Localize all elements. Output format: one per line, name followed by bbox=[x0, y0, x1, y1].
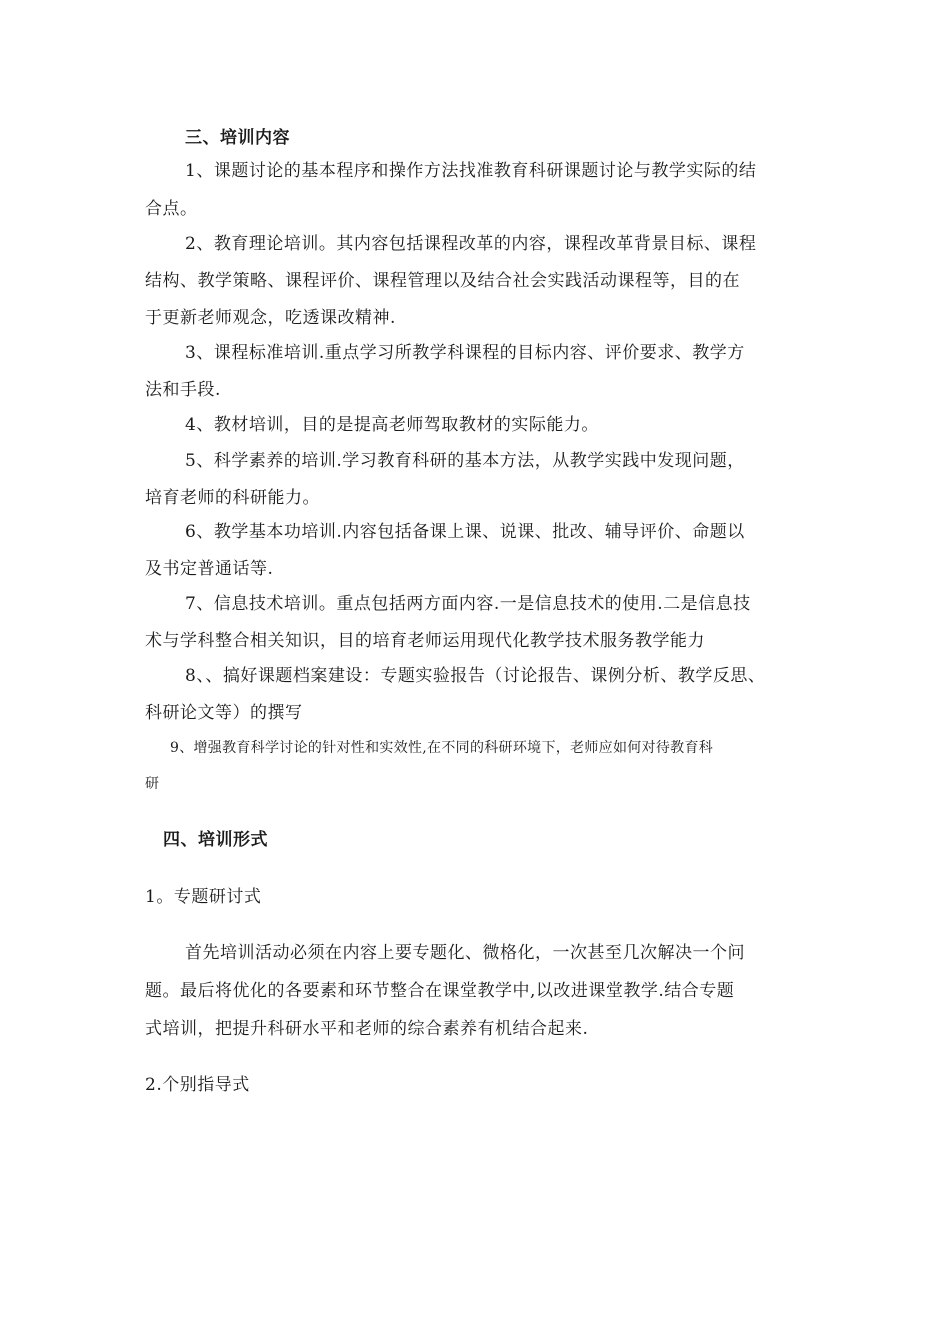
item-4-line-1: 4、教材培训，目的是提高老师驾取教材的实际能力。 bbox=[185, 415, 599, 435]
item-6-line-1: 6、教学基本功培训.内容包括备课上课、说课、批改、辅导评价、命题以 bbox=[185, 522, 745, 542]
subsection-1-line-3: 式培训，把提升科研水平和老师的综合素养有机结合起来. bbox=[145, 1019, 589, 1039]
item-5-line-1: 5、科学素养的培训.学习教育科研的基本方法，从教学实践中发现问题， bbox=[185, 451, 745, 471]
subsection-2-title: 2.个别指导式 bbox=[145, 1075, 250, 1095]
item-9-line-2: 研 bbox=[145, 776, 160, 792]
item-8-line-2: 科研论文等）的撰写 bbox=[145, 703, 303, 723]
item-8-line-1: 8、、搞好课题档案建设：专题实验报告（讨论报告、课例分析、教学反思、 bbox=[185, 666, 766, 686]
item-2-line-3: 于更新老师观念，吃透课改精神. bbox=[145, 308, 396, 328]
item-5-line-2: 培育老师的科研能力。 bbox=[145, 488, 320, 508]
item-3-line-1: 3、课程标准培训.重点学习所教学科课程的目标内容、评价要求、教学方 bbox=[185, 343, 745, 363]
item-1-line-2: 合点。 bbox=[145, 199, 198, 219]
item-1-line-1: 1、课题讨论的基本程序和操作方法找准教育科研课题讨论与教学实际的结 bbox=[185, 161, 757, 181]
item-3-line-2: 法和手段. bbox=[145, 380, 221, 400]
subsection-1-title: 1。专题研讨式 bbox=[145, 887, 262, 907]
item-6-line-2: 及书定普通话等. bbox=[145, 559, 274, 579]
item-2-line-2: 结构、教学策略、课程评价、课程管理以及结合社会实践活动课程等，目的在 bbox=[145, 271, 740, 291]
subsection-1-line-2: 题。最后将优化的各要素和环节整合在课堂教学中,以改进课堂教学.结合专题 bbox=[145, 981, 735, 1001]
item-7-line-2: 术与学科整合相关知识，目的培育老师运用现代化教学技术服务教学能力 bbox=[145, 631, 705, 651]
item-2-line-1: 2、教育理论培训。其内容包括课程改革的内容，课程改革背景目标、课程 bbox=[185, 234, 757, 254]
section-3-heading: 三、培训内容 bbox=[185, 128, 290, 148]
item-9-line-1: 9、增强教育科学讨论的针对性和实效性,在不同的科研环境下，老师应如何对待教育科 bbox=[170, 740, 714, 756]
subsection-1-line-1: 首先培训活动必须在内容上要专题化、微格化，一次甚至几次解决一个问 bbox=[185, 943, 745, 963]
section-4-heading: 四、培训形式 bbox=[163, 830, 268, 850]
item-7-line-1: 7、信息技术培训。重点包括两方面内容.一是信息技术的使用.二是信息技 bbox=[185, 594, 751, 614]
